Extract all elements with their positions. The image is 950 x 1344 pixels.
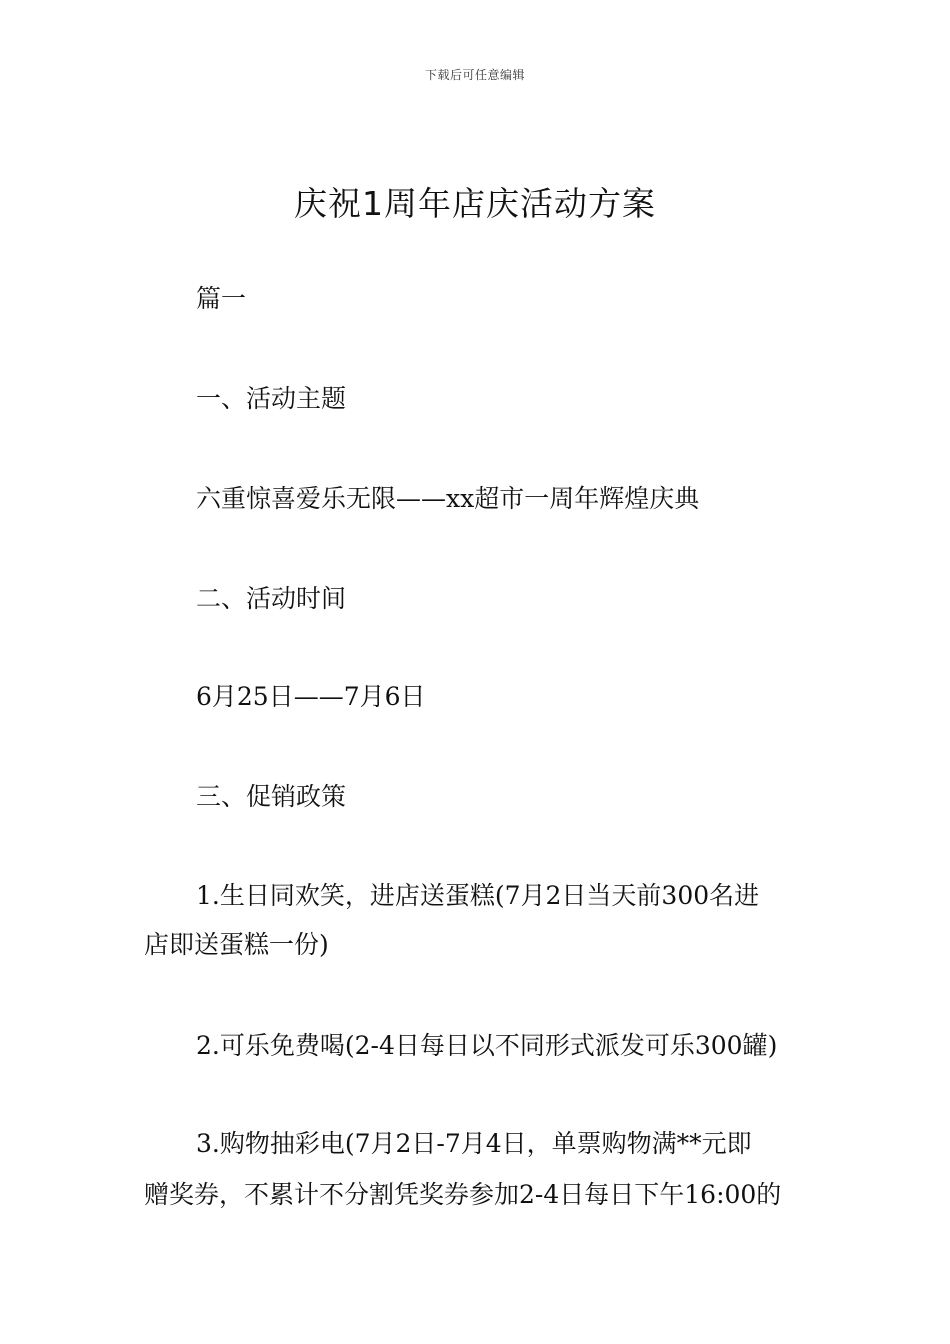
policy-item-3-line-1: 3.购物抽彩电(7月2日-7月4日，单票购物满**元即 (196, 1129, 752, 1158)
section-heading-policy: 三、促销政策 (196, 782, 347, 811)
document-title: 庆祝1周年店庆活动方案 (294, 184, 656, 223)
policy-item-3-line-2: 赠奖券，不累计不分割凭奖券参加2-4日每日下午16:00的 (144, 1180, 782, 1209)
section-text-time: 6月25日——7月6日 (196, 682, 426, 711)
section-text-theme: 六重惊喜爱乐无限——xx超市一周年辉煌庆典 (196, 484, 700, 513)
section-heading-time: 二、活动时间 (196, 584, 347, 613)
header-note: 下载后可任意编辑 (424, 68, 525, 82)
policy-item-1-line-2: 店即送蛋糕一份) (144, 930, 329, 959)
policy-item-2-line-1: 2.可乐免费喝(2-4日每日以不同形式派发可乐300罐) (196, 1031, 778, 1060)
section-heading-theme: 一、活动主题 (196, 384, 347, 413)
part-label: 篇一 (196, 284, 247, 313)
policy-item-1-line-1: 1.生日同欢笑，进店送蛋糕(7月2日当天前300名进 (196, 881, 760, 910)
